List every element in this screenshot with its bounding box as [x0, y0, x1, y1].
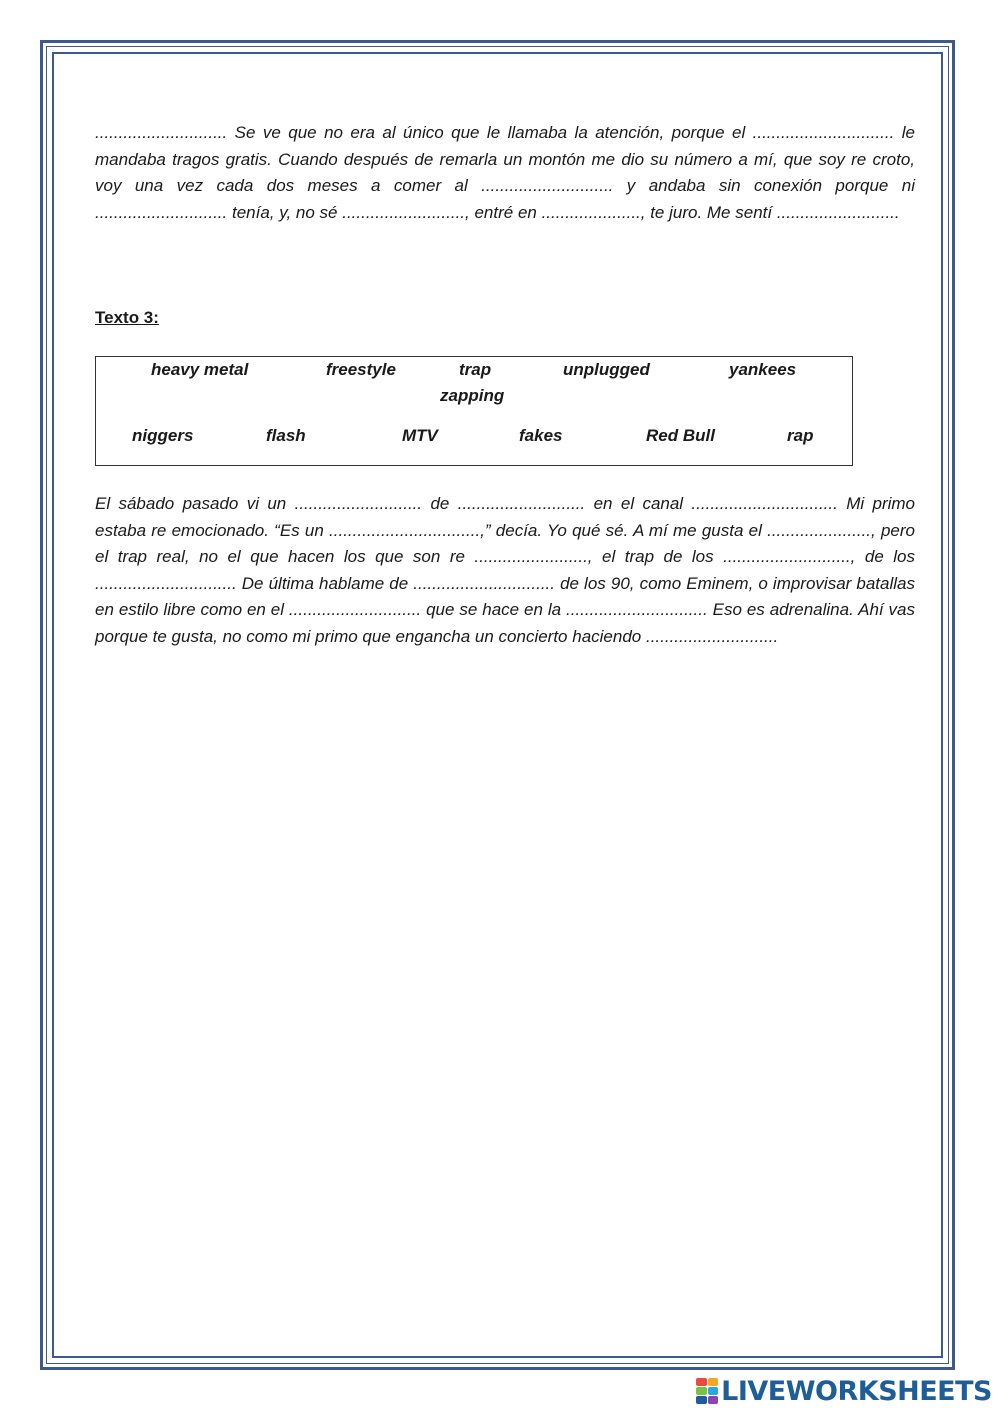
- word-bank-item: rap: [787, 426, 814, 445]
- page-border-inner: [52, 52, 943, 1358]
- logo-blocks-icon: [696, 1378, 718, 1404]
- word-bank-item: unplugged: [563, 360, 650, 379]
- word-bank-item: flash: [266, 426, 306, 445]
- liveworksheets-logo: [696, 1374, 992, 1408]
- word-bank-item: zapping: [440, 386, 505, 405]
- word-bank-item: heavy metal: [151, 360, 249, 379]
- word-bank-box: [95, 356, 853, 466]
- text-2-paragraph: ............................ Se ve que no era al único que le llamaba la atención, porque el .............................. le mandaba tragos gratis. Cuando después de remarla un montón me dio su número a mí, que soy re croto, voy una vez cada dos meses a comer al ............................ y andaba sin conexión porque ni ............................ tenía, y, no sé .........................., entré en ....................., te juro. Me sentí ..........................: [95, 123, 915, 222]
- word-bank-item: trap: [459, 360, 492, 379]
- word-bank-item: Red Bull: [646, 426, 715, 445]
- word-bank-item: MTV: [402, 426, 438, 445]
- word-bank-item: niggers: [132, 426, 194, 445]
- text-3-paragraph: El sábado pasado vi un ........................... de ........................... en el canal ............................... Mi primo estaba re emocionado. “Es un ................................,” decía. Yo qué sé. A mí me gusta el ......................, pero el trap real, no el que hacen los que son re ........................, el trap de los ..........................., de los .............................. De última hablame de .............................. de los 90, como Eminem, o improvisar batallas en estilo libre como en el ............................ que se hace en la .............................. Eso es adrenalina. Ahí vas porque te gusta, no como mi primo que engancha un concierto haciendo ............................: [95, 494, 915, 646]
- word-bank-item: fakes: [519, 426, 563, 445]
- logo-text: LIVEWORKSHEETS: [721, 1375, 992, 1407]
- word-bank-item: yankees: [729, 360, 797, 379]
- texto-3-heading: Texto 3:: [95, 308, 159, 327]
- word-bank-item: freestyle: [326, 360, 396, 379]
